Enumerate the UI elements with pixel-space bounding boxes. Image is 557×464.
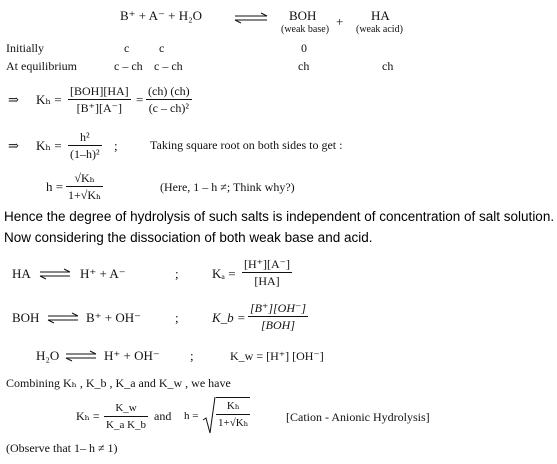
kh1-equals: = xyxy=(136,92,144,107)
kb-products: B⁺ + OH⁻ xyxy=(86,310,142,325)
kh2-note: Taking square root on both sides to get : xyxy=(150,138,343,152)
ka-fraction xyxy=(242,256,292,289)
square-root-sign xyxy=(202,396,216,436)
boh-product: BOH xyxy=(289,8,317,23)
paragraph-line-1: Hence the degree of hydrolysis of such salts is independent of concentration of salt solution. xyxy=(4,209,555,224)
ha-product: HA xyxy=(371,8,390,23)
final-kh-lhs: Kₕ = xyxy=(76,409,100,423)
kw-products: H⁺ + OH⁻ xyxy=(104,348,160,363)
final-kh-fraction xyxy=(104,400,148,433)
kb-lhs: K_b = xyxy=(212,310,246,325)
equilibrium-label: At equilibrium xyxy=(6,59,77,73)
ka-reactant: HA xyxy=(12,266,31,281)
final-h-inner-num: Kₕ xyxy=(216,398,250,415)
ka-num: [H⁺][A⁻] xyxy=(244,257,290,271)
final-h-lhs: h = xyxy=(184,410,199,422)
kh1-den2: (c – ch)² xyxy=(148,101,189,115)
h-den: 1+√Kₕ xyxy=(68,188,102,202)
reaction-lhs: B⁺ + A⁻ + H₂O xyxy=(120,8,203,23)
implies-arrow-1: ⇒ xyxy=(8,92,19,107)
ka-semicolon: ; xyxy=(175,266,179,281)
observe-note: (Observe that 1– h ≠ 1) xyxy=(6,441,118,455)
equilibrium-arrow-kb xyxy=(46,312,80,324)
kh2-den: (1–h)² xyxy=(70,147,100,161)
kb-den: [BOH] xyxy=(261,318,296,332)
kb-num: [B⁺][OH⁻] xyxy=(250,301,307,315)
h-lhs: h = xyxy=(46,179,64,194)
kh1-num1: [BOH][HA] xyxy=(70,84,129,98)
hydrolysis-tag: [Cation - Anionic Hydrolysis] xyxy=(286,410,430,424)
kb-semicolon: ; xyxy=(175,310,179,325)
kh2-semicolon: ; xyxy=(114,138,118,153)
kw-reactant: H₂O xyxy=(36,348,60,363)
kh1-lhs: Kₕ = xyxy=(36,92,62,107)
ka-products: H⁺ + A⁻ xyxy=(80,266,126,281)
kh2-lhs: Kₕ = xyxy=(36,138,62,153)
final-and: and xyxy=(154,409,172,423)
equilibrium-ha: ch xyxy=(382,59,394,73)
kh2-fraction xyxy=(68,129,102,162)
kw-expression: K_w = [H⁺] [OH⁻] xyxy=(230,349,324,363)
initially-label: Initially xyxy=(6,41,44,55)
equilibrium-b: c – ch xyxy=(114,59,143,73)
weak-base-tag: (weak base) xyxy=(281,24,330,35)
final-h-inner-den: 1+√Kₕ xyxy=(218,417,249,429)
kh2-num: h² xyxy=(68,129,102,146)
equilibrium-arrow-kw xyxy=(64,350,98,362)
equilibrium-boh: ch xyxy=(298,59,310,73)
final-kh-num: K_w xyxy=(104,400,148,417)
kh1-fraction-2 xyxy=(146,83,192,116)
kw-semicolon: ; xyxy=(190,348,194,363)
kb-fraction xyxy=(248,300,308,333)
ka-lhs: Kₐ = xyxy=(212,266,236,281)
weak-acid-tag: (weak acid) xyxy=(356,24,403,35)
initially-boh: 0 xyxy=(301,41,307,55)
h-fraction xyxy=(66,170,103,203)
plus-sign: + xyxy=(336,14,344,29)
initially-a: c xyxy=(159,41,165,55)
kb-reactant: BOH xyxy=(12,310,40,325)
equilibrium-arrow-ka xyxy=(38,268,72,280)
h-num: √Kₕ xyxy=(66,170,103,187)
kh1-fraction-1 xyxy=(68,83,131,116)
h-note: (Here, 1 – h ≠; Think why?) xyxy=(160,180,295,194)
kh1-den1: [B⁺][A⁻] xyxy=(76,101,122,115)
combining-text: Combining Kₕ , K_b , K_a and K_w , we have xyxy=(6,376,231,390)
final-h-fraction xyxy=(216,397,250,431)
ka-den: [HA] xyxy=(254,274,280,288)
initially-b: c xyxy=(124,41,130,55)
kh1-num2: (ch) (ch) xyxy=(148,84,190,98)
implies-arrow-2: ⇒ xyxy=(8,138,19,153)
final-kh-den: K_a K_b xyxy=(106,419,147,431)
equilibrium-a: c – ch xyxy=(154,59,183,73)
paragraph-line-2: Now considering the dissociation of both weak base and acid. xyxy=(4,230,373,245)
equilibrium-arrow-1 xyxy=(233,12,269,24)
